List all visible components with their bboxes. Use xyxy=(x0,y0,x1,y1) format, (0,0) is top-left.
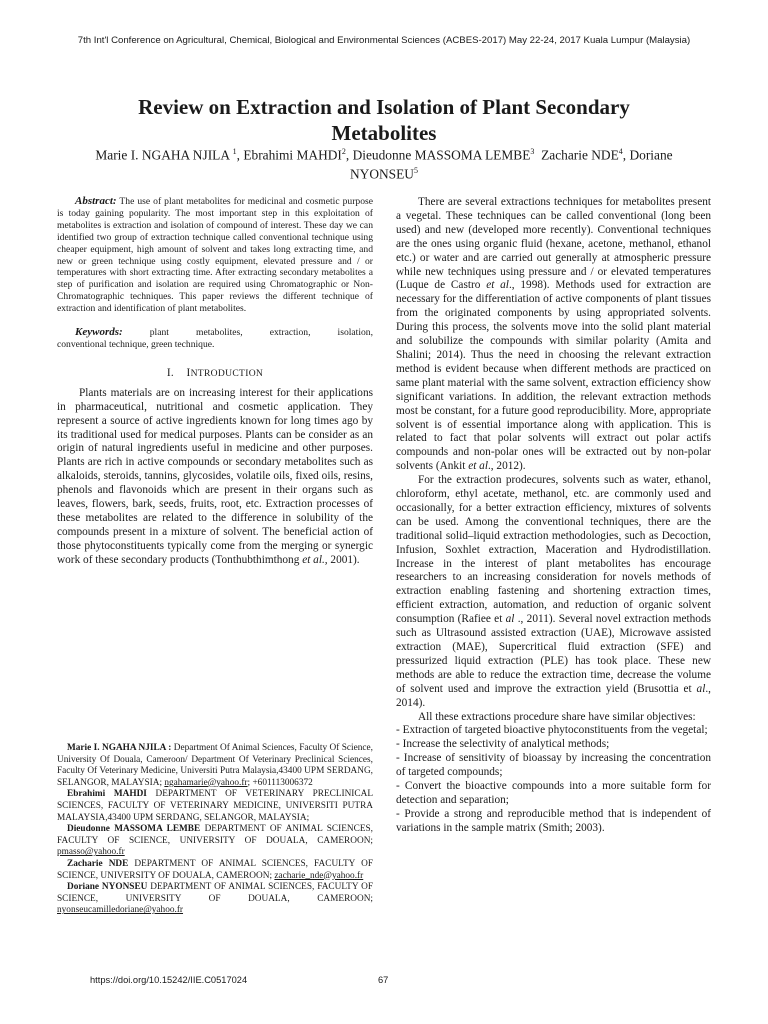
author-4: Zacharie NDE xyxy=(541,147,619,163)
right-p2-etal-b: al xyxy=(696,682,706,695)
keywords-text: plant metabolites, extraction, isolation, xyxy=(149,327,373,339)
affiliation-3-text: DEPARTMENT OF ANIMAL SCIENCES, FACULTY OF SCIENCE, UNIVERSITY OF DOUALA, CAMEROON; xyxy=(57,824,373,846)
keywords xyxy=(57,327,373,351)
intro-text: Plants materials are on increasing interest for their applications in pharmaceutical, nutritional and cosmetic application. They represent a source of active ingredients known for long times ago by its traditional used for medical purposes. Plants can be consider as an origin of natural ingredients useful in medicine and other purposes. Plants are rich in active compounds or secondary metabolites such as alkaloids, steroids, tannins, glycosides, volatile oils, fixed oils, resins, phenols and flavonoids which are present in their organs such as leaves, flowers, bark, seeds, fruits, root, etc. Extraction processes of these metabolites are related to the difference in solubility of the compounds present in a mixture of solvent. The beneficial action of those phytoconstituents typically come from the merging or synergic work of these secondary products (Tonthubthimthong xyxy=(57,386,373,566)
author-1-affil: 1 xyxy=(232,147,237,156)
affiliation-2-text: DEPARTMENT OF VETERINARY PRECLINICAL SCIENCES, FACULTY OF VETERINARY MEDICINE, UNIVERSITI PUTRA MALAYSIA,43400 UPM SERDANG, SELANGOR, MALAYSIA; xyxy=(57,789,373,823)
right-paragraph-2 xyxy=(396,474,711,710)
right-p2-part-c: ., 2014). xyxy=(396,682,711,709)
section-title-first: I xyxy=(186,366,191,379)
author-5: , Doriane NYONSEU xyxy=(350,147,673,182)
affiliation-4-email[interactable]: zacharie_nde@yahoo.fr xyxy=(274,870,364,881)
affiliation-1-email[interactable]: ngahamarie@yahoo.fr xyxy=(164,777,248,788)
affiliation-4-text: DEPARTMENT OF ANIMAL SCIENCES, FACULTY OF SCIENCE, UNIVERSITY OF DOUALA, CAMEROON; xyxy=(57,858,374,881)
title-line-1: Review on Extraction and Isolation of Plant Secondary xyxy=(138,95,630,119)
affiliation-5 xyxy=(57,882,373,917)
right-p1-etal-a: et al xyxy=(486,279,509,292)
right-p1-part-b: ., 1998). Methods used for extraction are necessary for the differentiation of active components of plant tissues from the originated components by using appropriated solvents. During this process, the solvents move into the solid plant material and solubilize the compounds with similar polarity (Amita and Shalini; 2014). Thus the need in choosing the relevant extraction method is evident because when different methods are practiced on same plant material with the same solvent, extraction efficiency show significant variations. In addition, the relevant extraction methods most be constant, for a future good reproducibility. More, appropriate solvent is of essential importance along with application. This is related to fact that polar solvents will extract out polar actifs compounds and non-polar ones will be extracted out by non-polar solvents (Ankit xyxy=(396,279,711,473)
affiliation-5-text: DEPARTMENT OF ANIMAL SCIENCES, FACULTY OF SCIENCE, UNIVERSITY OF DOUALA, CAMEROON; xyxy=(57,882,373,904)
intro-paragraph xyxy=(57,387,373,568)
affiliation-3-name: Dieudonne MASSOMA LEMBE xyxy=(67,824,201,835)
conference-header: 7th Int'l Conference on Agricultural, Chemical, Biological and Environmental Sciences (ACBES-2017) May 22-24, 2017 Kuala Lumpur (Malaysia) xyxy=(77,35,691,46)
author-1: Marie I. NGAHA NJILA xyxy=(95,147,230,163)
section-number: I. xyxy=(166,366,175,379)
intro-etal: et al., xyxy=(302,553,328,566)
author-3: , Dieudonne MASSOMA LEMBE xyxy=(345,147,531,163)
section-heading-introduction xyxy=(57,367,373,381)
author-2-affil: 2 xyxy=(341,147,346,156)
objective-item: - Increase the selectivity of analytical methods; xyxy=(396,738,610,751)
left-column xyxy=(57,196,373,568)
page-number: 67 xyxy=(378,975,389,985)
objective-item: - Increase of sensitivity of bioassay by increasing the concentration of targeted compounds; xyxy=(396,752,711,779)
right-paragraph-1 xyxy=(396,196,711,474)
intro-text-end: 2001). xyxy=(327,553,360,566)
affiliation-4-name: Zacharie NDE xyxy=(67,858,129,869)
right-paragraph-3: All these extractions procedure share have similar objectives: xyxy=(418,710,696,723)
title-line-2: Metabolites xyxy=(331,121,437,145)
affiliation-4 xyxy=(57,859,373,882)
paper-title xyxy=(70,94,698,146)
section-title-rest: NTRODUCTION xyxy=(190,367,264,379)
affiliation-3-email[interactable]: pmasso@yahoo.fr xyxy=(57,847,125,858)
affiliation-3 xyxy=(57,824,373,859)
affiliation-1-name: Marie I. NGAHA NJILA : xyxy=(67,743,172,753)
right-p2-part-a: For the extraction prodecures, solvents such as water, ethanol, chloroform, ethyl acetate, methanol, etc. are commonly used and occasionally, for a better extraction efficiency, mixtures of solvents can be used. Among the conventional techniques, there are the traditional solid–liquid extraction methodologies, such as Decoction, Infusion, Soxhlet extraction, Maceration and Hydrodistillation. Increase in the interest of plant metabolites has encourage researchers to an increasing consideration for novels methods of extraction enabling fastening and shortening extraction times, efficient extraction, automation, and reduction of organic solvent consumption (Rafiee et xyxy=(396,474,711,626)
affiliation-5-email[interactable]: nyonseucamilledoriane@yahoo.fr xyxy=(57,905,184,916)
author-5-affil: 5 xyxy=(413,166,418,176)
right-column xyxy=(396,196,711,836)
right-p1-etal-b: et al xyxy=(468,460,488,473)
abstract xyxy=(57,196,373,315)
objective-item: - Convert the bioactive compounds into a more suitable form for detection and separation; xyxy=(396,780,711,806)
right-p2-part-b: ., 2011). Several novel extraction methods such as Ultrasound assisted extraction (UAE), Microwave assisted extraction (MAE), Supercritical fluid extraction (SFE) and pressurized liquid extraction (PLE) has took place. These new methods are able to reduce the extraction time, decrease the volume of solvent used and improve the extraction yield (Brusottia et xyxy=(396,613,712,695)
affiliation-2-name: Ebrahimi MAHDI xyxy=(67,789,147,800)
keywords-text-rest: conventional technique, green technique. xyxy=(57,338,215,350)
author-3-affil: 3 xyxy=(530,147,535,156)
affiliation-1-phone: ; +601113006372 xyxy=(247,777,313,788)
affiliation-1 xyxy=(57,743,373,789)
affiliations xyxy=(57,743,373,917)
objective-item: - Provide a strong and reproducible method that is independent of variations in the sample matrix (Smith; 2003). xyxy=(396,807,711,834)
abstract-text: The use of plant metabolites for medicinal and cosmetic purpose is today gaining popularity. The most important step in this exploitation of metabolites is extraction and isolation of compound of interest. These day we can identified two group of extraction technique called conventional technique using cheaper equipment, high amount of solvent and takes long extracting time, and new or green technique using costly equipment, elevated pressure and / or temperatures with short extracting time. After extracting secondary metabolites a step of purification and isolation are required using Chromatographic or Non- Chromatographic techniques. This paper reviews the different technique of extraction and identification of plant metabolites. xyxy=(57,196,373,315)
right-p1-part-a: There are several extractions techniques for metabolites present a vegetal. These techniques can be called conventional (long been used) and new (developed more recently). Conventional techniques are the ones using organic fluid (hexane, acetone, methanol, ethanol etc.) or water and are carried out generally at atmospheric pressure while new techniques using pressure and / or elevated temperatures (Luque de Castro xyxy=(396,196,711,292)
keywords-label: Keywords: xyxy=(75,326,123,339)
author-4-affil: 4 xyxy=(618,147,623,156)
abstract-label: Abstract: xyxy=(75,195,117,207)
affiliation-1-text: Department Of Animal Sciences, Faculty Of Science, University Of Douala, Cameroon/ Department Of Veterinary Preclinical Sciences, Faculty Of Veterinary Medicine, Universiti Putra Malaysia,43400 UPM SERDANG, SELANGOR, MALAYSIA; xyxy=(57,743,373,788)
author-list xyxy=(70,144,698,183)
objective-item: - Extraction of targeted bioactive phytoconstituents from the vegetal; xyxy=(396,724,708,737)
affiliation-2 xyxy=(57,789,373,824)
right-p2-etal-a: al xyxy=(505,613,515,626)
right-p1-part-c: ., 2012). xyxy=(487,460,526,473)
doi-link[interactable]: https://doi.org/10.15242/IIE.C0517024 xyxy=(90,975,248,985)
author-2: , Ebrahimi MAHDI xyxy=(236,147,342,163)
affiliation-5-name: Doriane NYONSEU xyxy=(67,882,148,893)
